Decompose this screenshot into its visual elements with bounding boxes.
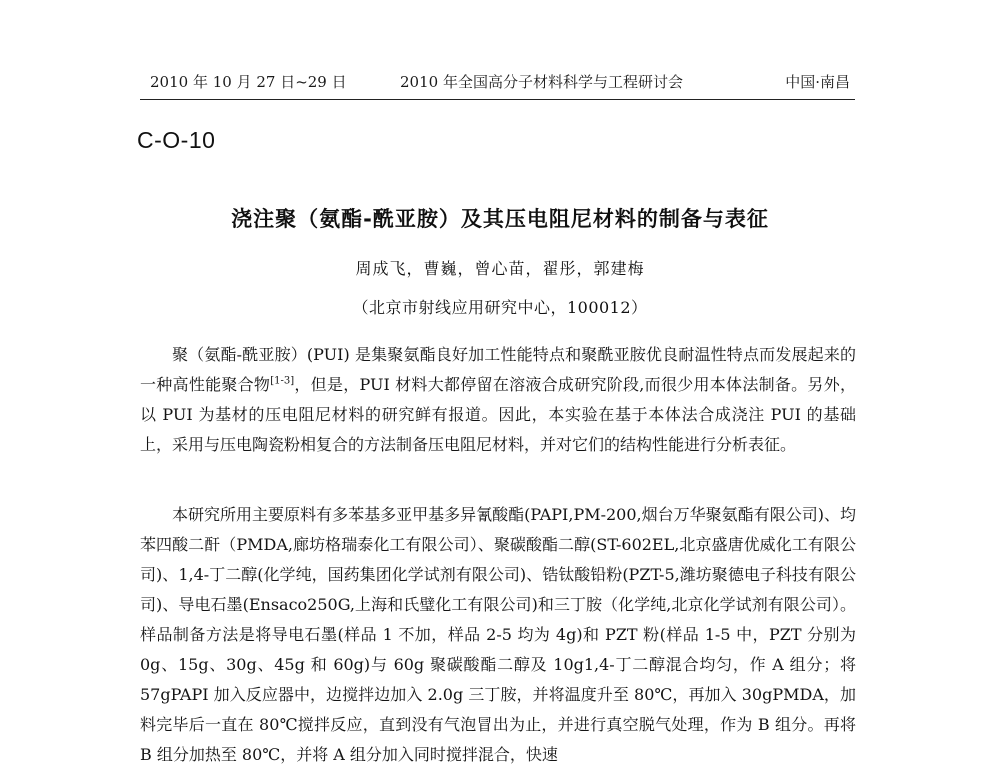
- conference-name: 2010 年全国高分子材料科学与工程研讨会: [400, 73, 683, 91]
- conference-date: 2010 年 10 月 27 日~29 日: [150, 73, 347, 91]
- running-header: [150, 71, 850, 95]
- paper-title: 浇注聚（氨酯-酰亚胺）及其压电阻尼材料的制备与表征: [231, 207, 769, 231]
- conference-location: 中国·南昌: [785, 73, 850, 91]
- header-divider: [140, 99, 855, 100]
- author-list: 周成飞，曹巍，曾心苗，翟彤，郭建梅: [355, 259, 645, 278]
- affiliation: （北京市射线应用研究中心，100012）: [352, 298, 648, 317]
- body-paragraph-1: [140, 340, 856, 460]
- paragraph-text: 聚（氨酯-酰亚胺）(PUI) 是集聚氨酯良好加工性能特点和聚酰亚胺优良耐温性特点而发展起来的一种高性能聚合物: [140, 345, 856, 394]
- citation-ref: [1-3]: [270, 375, 295, 387]
- paper-code: C-O-10: [137, 127, 216, 153]
- body-paragraph-2: 本研究所用主要原料有多苯基多亚甲基多异氰酸酯(PAPI,PM-200,烟台万华聚氨酯有限公司)、均苯四酸二酐（PMDA,廊坊格瑞泰化工有限公司）、聚碳酸酯二醇(ST-602EL,北京盛唐优威化工有限公司)、1,4-丁二醇(化学纯，国药集团化学试剂有限公司)、锆钛酸铅粉(PZT-5,潍坊聚德电子科技有限公司)、导电石墨(Ensaco250G,上海和氏璧化工有限公司)和三丁胺（化学纯,北京化学试剂有限公司）。样品制备方法是将导电石墨(样品 1 不加，样品 2-5 均为 4g)和 PZT 粉(样品 1-5 中，PZT 分别为 0g、15g、30g、45g 和 60g)与 60g 聚碳酸酯二醇及 10g1,4-丁二醇混合均匀，作 A 组分；将 57gPAPI 加入反应器中，边搅拌边加入 2.0g 三丁胺，并将温度升至 80℃，再加入 30gPMDA，加料完毕后一直在 80℃搅拌反应，直到没有气泡冒出为止，并进行真空脱气处理，作为 B 组分。再将 B 组分加热至 80℃，并将 A 组分加入同时搅拌混合，快速: [140, 505, 856, 764]
- paragraph-text: ，但是，PUI 材料大都停留在溶液合成研究阶段,而很少用本体法制备。另外，以 PUI 为基材的压电阻尼材料的研究鲜有报道。因此，本实验在基于本体法合成浇注 PUI 的基础上，采用与压电陶瓷粉相复合的方法制备压电阻尼材料，并对它们的结构性能进行分析表征。: [140, 375, 856, 454]
